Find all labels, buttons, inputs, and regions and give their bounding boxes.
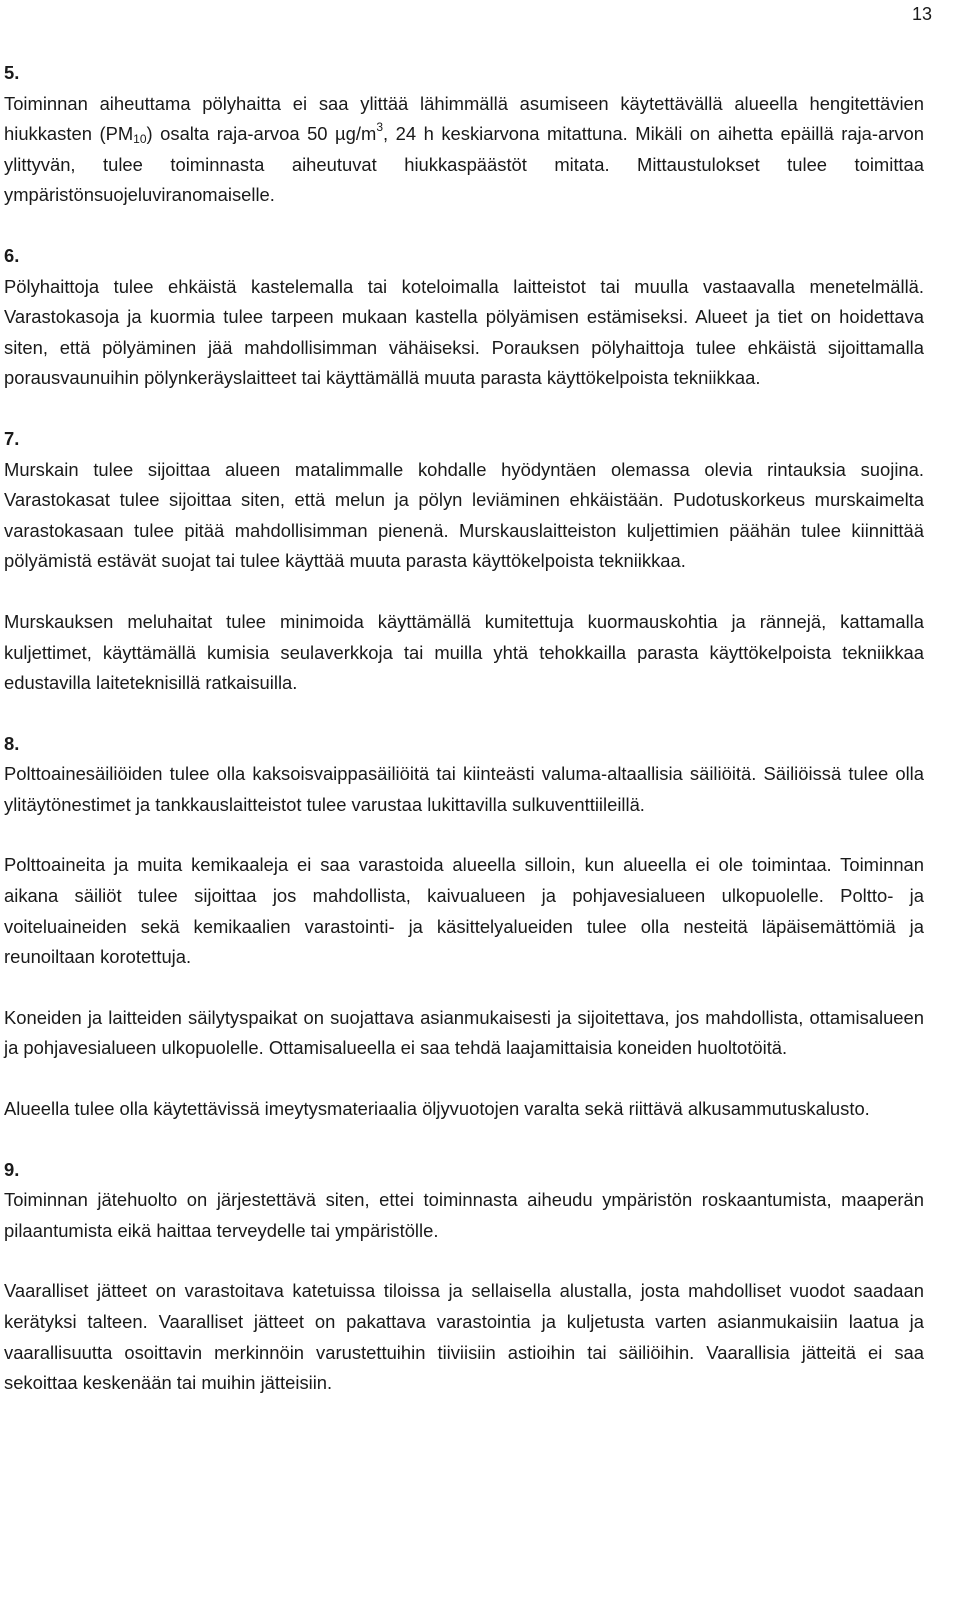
section-9 — [4, 1155, 924, 1399]
section-8 — [4, 729, 924, 1125]
paragraph: Alueella tulee olla käytettävissä imeytysmateriaalia öljyvuotojen varalta sekä riittävä alkusammutuskalusto. — [4, 1098, 870, 1120]
section-6 — [4, 241, 924, 394]
paragraph: Polttoainesäiliöiden tulee olla kaksoisvaippasäiliöitä tai kiinteästi valuma-altaallisia säiliöitä. Säiliöissä tulee olla ylitäytönestimet ja tankkauslaitteistot tulee varustaa lukittavilla sulkuventtiileillä. — [4, 763, 924, 815]
document-body — [4, 58, 924, 1429]
paragraph: Toiminnan jätehuolto on järjestettävä siten, ettei toiminnasta aiheudu ympäristön roskaantumista, maaperän pilaantumista eikä haittaa terveydelle tai ympäristölle. — [4, 1189, 924, 1241]
subscript: 10 — [133, 132, 147, 147]
paragraph: Koneiden ja laitteiden säilytyspaikat on suojattava asianmukaisesti ja sijoitettava, jos mahdollista, ottamisalueen ja pohjavesialueen ulkopuolelle. Ottamisalueella ei saa tehdä laajamittaisia koneiden huoltotöitä. — [4, 1006, 924, 1059]
paragraph: Polttoaineita ja muita kemikaaleja ei saa varastoida alueella silloin, kun alueella ei ole toimintaa. Toiminnan aikana säiliöt tulee sijoittaa jos mahdollista, kaivualueen ja pohjavesialueen ulkopuolelle. Poltto- ja voiteluaineiden sekä kemikaalien varastointi- ja käsittelyalueiden tulee olla nesteitä läpäisemättömiä ja reunoiltaan korotettuja. — [4, 854, 924, 968]
paragraph: Murskauksen meluhaitat tulee minimoida käyttämällä kumitettuja kuormauskohtia ja rännejä, kattamalla kuljettimet, käyttämällä kumisia seulaverkkoja tai muilla yhtä tehokkailla parasta käyttökelpoista tekniikkaa edustavilla laiteteknisillä ratkaisuilla. — [4, 610, 924, 694]
text-run: Toiminnan aiheuttama pölyhaitta ei saa ylittää lähimmällä asumiseen käytettävällä alueella hengitettävien hiukkasten (PM — [4, 92, 924, 145]
text-run: ) osalta raja-arvoa 50 µg/m — [146, 123, 377, 145]
section-heading: 9. — [4, 1158, 20, 1180]
section-5 — [4, 58, 924, 211]
section-heading: 7. — [4, 427, 20, 449]
paragraph: Murskain tulee sijoittaa alueen matalimmalle kohdalle hyödyntäen olemassa olevia rintauksia suojina. Varastokasat tulee sijoittaa siten, että melun ja pölyn leviäminen ehkäistään. Pudotuskorkeus murskaimelta varastokasaan tulee pitää mahdollisimman pienenä. Murskauslaitteiston kuljettimien päähän tulee kiinnittää pölyämistä estävät suojat tai tulee käyttää muuta parasta käyttökelpoista tekniikkaa. — [4, 458, 924, 572]
page-number: 13 — [911, 4, 932, 24]
paragraph: Pölyhaittoja tulee ehkäistä kastelemalla tai koteloimalla laitteistot tai muulla vastaavalla menetelmällä. Varastokasoja ja kuormia tulee tarpeen mukaan kastella pölyämisen estämiseksi. Alueet ja tiet on hoidettava siten, että pölyäminen jää mahdollisimman vähäiseksi. Porauksen pölyhaittoja tulee ehkäistä sijoittamalla porausvaunuihin pölynkeräyslaitteet tai käyttämällä muuta parasta käyttökelpoista tekniikkaa. — [4, 275, 924, 389]
section-heading: 8. — [4, 732, 20, 754]
paragraph — [4, 89, 924, 211]
paragraph: Vaaralliset jätteet on varastoitava katetuissa tiloissa ja sellaisella alustalla, josta mahdolliset vuodot saadaan kerätyksi talteen. Vaaralliset jätteet on pakattava varastointia ja kuljetusta varten asianmukaisiin laatua ja vaarallisuutta osoittavin merkinnöin varustettuihin tiiviisiin astioihin tai säiliöihin. Vaarallisia jätteitä ei saa sekoittaa keskenään tai muihin jätteisiin. — [4, 1280, 924, 1394]
superscript: 3 — [376, 120, 383, 135]
text-run: , 24 h keskiarvona mitattuna. Mikäli on aihetta epäillä raja-arvon ylittyvän, tulee toiminnasta aiheutuvat hiukkaspäästöt mitata. Mittaustulokset tulee toimittaa ympäristönsuojeluviranomaiselle. — [4, 123, 924, 206]
section-heading: 5. — [4, 62, 20, 83]
section-7 — [4, 424, 924, 699]
section-heading: 6. — [4, 244, 20, 266]
